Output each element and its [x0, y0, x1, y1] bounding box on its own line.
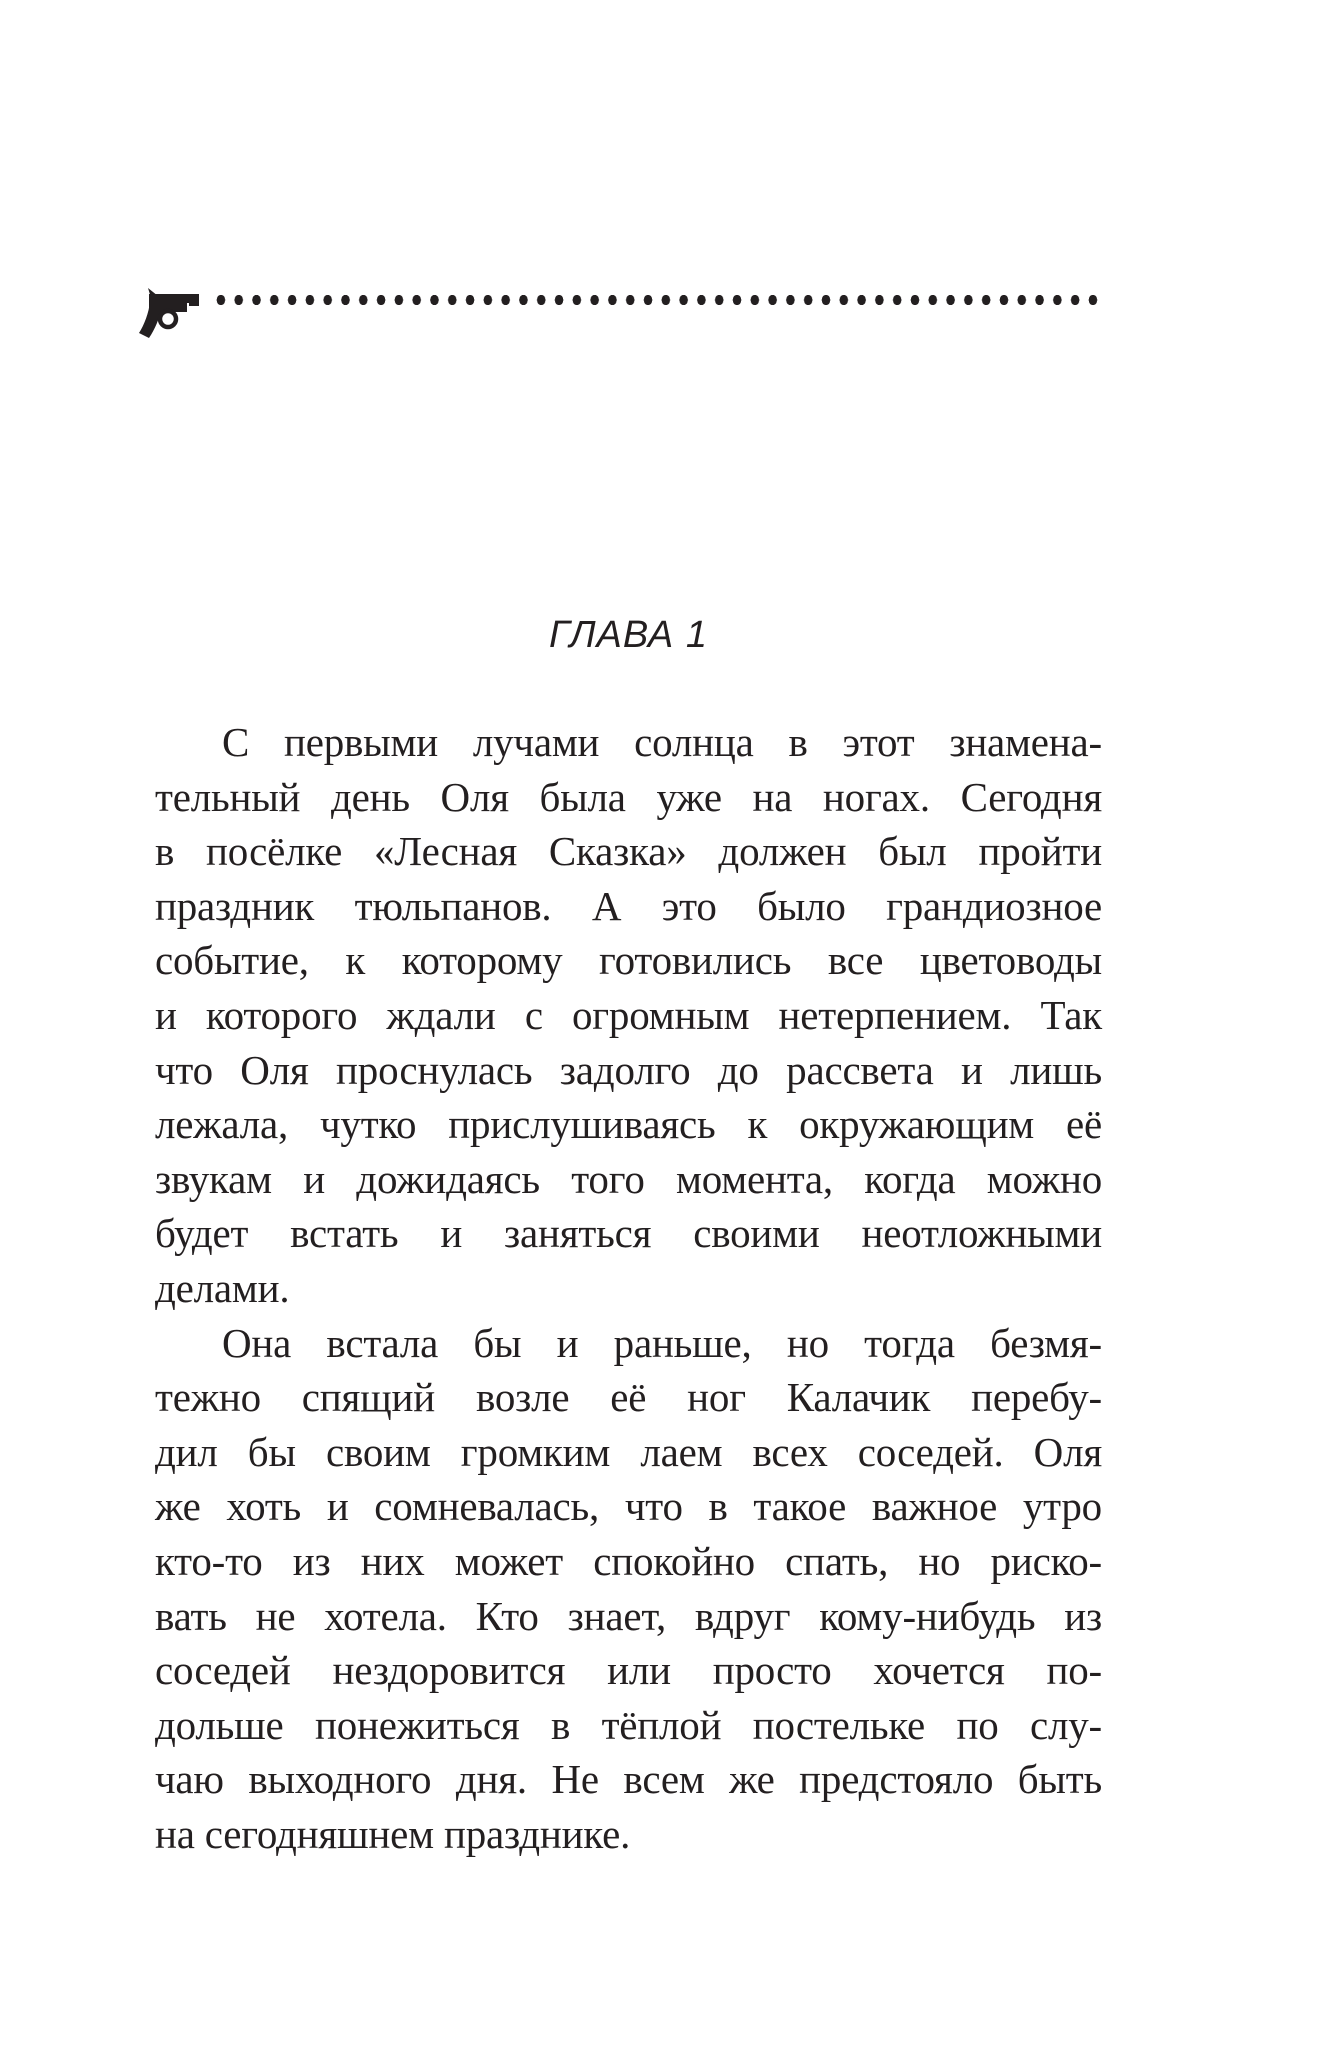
text-line: же хоть и сомневалась, что в такое важное утро — [155, 1483, 1102, 1530]
text-line: соседей нездоровится или просто хочется по- — [155, 1647, 1102, 1694]
text-line: что Оля проснулась задолго до рассвета и лишь — [155, 1046, 1102, 1093]
text-line: в посёлке «Лесная Сказка» должен был пройти — [155, 828, 1102, 875]
text-line: и которого ждали с огромным нетерпением. Так — [155, 991, 1102, 1038]
body-text — [155, 715, 1102, 1861]
text-line: тежно спящий возле её ног Калачик перебу- — [155, 1374, 1102, 1421]
text-line: чаю выходного дня. Не всем же предстояло быть — [155, 1756, 1102, 1803]
revolver-icon — [137, 287, 207, 339]
text-line: звукам и дожидаясь того момента, когда можно — [155, 1155, 1102, 1202]
text-line: дил бы своим громким лаем всех соседей. Оля — [155, 1428, 1102, 1475]
chapter-title: ГЛАВА 1 — [549, 614, 708, 656]
text-line: дольше понежиться в тёплой постельке по слу- — [155, 1701, 1102, 1748]
text-line: Она встала бы и раньше, но тогда безмя- — [222, 1319, 1102, 1366]
dotted-line — [212, 287, 1102, 313]
text-line: кто-то из них может спокойно спать, но риско- — [155, 1537, 1102, 1584]
text-line: тельный день Оля была уже на ногах. Сегодня — [155, 773, 1102, 820]
text-line: С первыми лучами солнца в этот знамена- — [222, 719, 1102, 765]
chapter-ornament — [137, 287, 1102, 339]
text-line: праздник тюльпанов. А это было грандиозное — [155, 882, 1102, 929]
text-line: делами. — [155, 1264, 290, 1311]
text-line: будет встать и заняться своими неотложными — [155, 1210, 1102, 1257]
text-line: событие, к которому готовились все цветоводы — [155, 937, 1102, 984]
text-line: вать не хотела. Кто знает, вдруг кому-нибудь из — [155, 1592, 1102, 1639]
text-line: на сегодняшнем празднике. — [155, 1810, 631, 1857]
text-line: лежала, чутко прислушиваясь к окружающим её — [155, 1101, 1102, 1148]
